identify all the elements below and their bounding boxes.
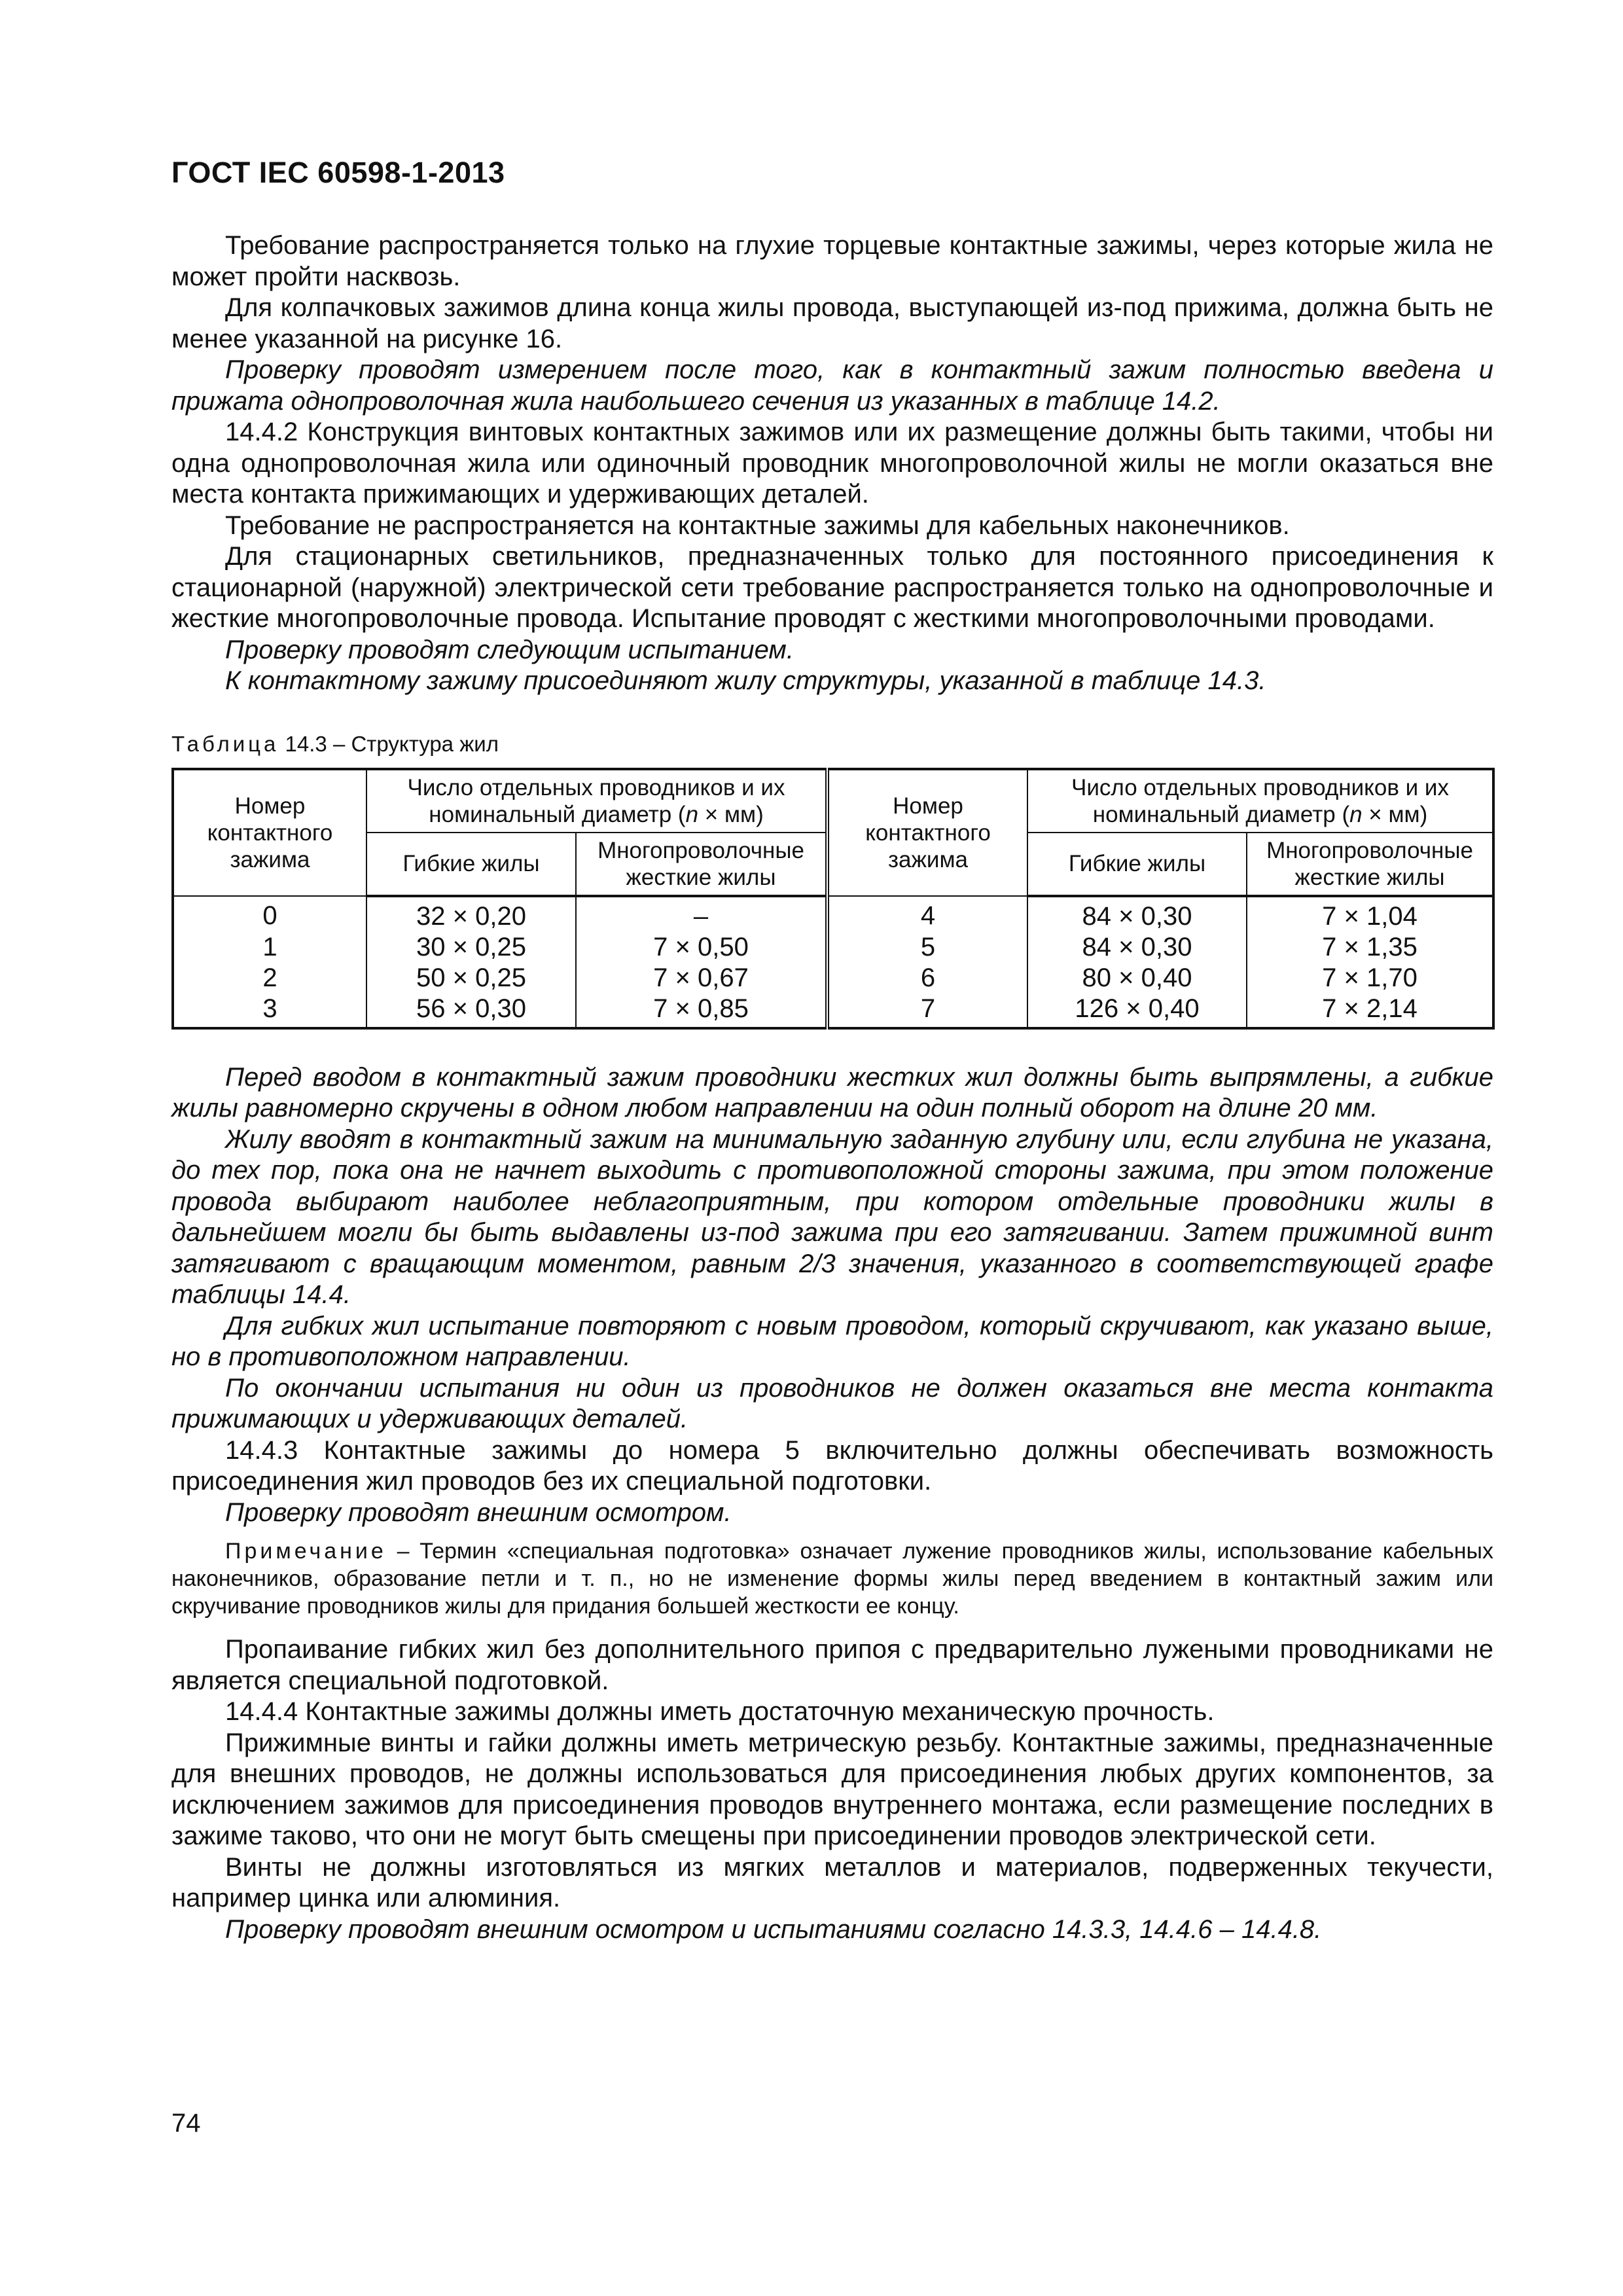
paragraphs-before-table <box>171 230 1493 697</box>
note-label: Примечание <box>225 1539 387 1564</box>
document-header: ГОСТ IEC 60598-1-2013 <box>171 156 505 189</box>
paragraph: Проверку проводят внешним осмотром. <box>225 1498 732 1527</box>
paragraph: Жилу вводят в контактный зажим на минимальную заданную глубину или, если глубина не указана, до тех пор, пока она не начнет выходить с противоположной стороны зажима, при этом положение провода выбирают наиболее неблагоприятным, при котором отдельные проводники жилы в дальнейшем могли бы быть выдавлены из-под зажима при его затягивании. Затем прижимной винт затягивают с вращающим моментом, равным 2/3 значения, указанного в соответствующей графе таблицы 14.4. <box>171 1124 1493 1309</box>
cell-stranded: 7 × 0,50 <box>576 932 827 963</box>
table-body <box>173 896 1493 1028</box>
col-header-group-2 <box>1027 769 1493 833</box>
table-caption-title: 14.3 – Структура жил <box>279 731 499 756</box>
cell-flexible: 56 × 0,30 <box>366 994 576 1028</box>
col-header-group-1-text: Число отдельных проводников и их номинальный диаметр (n × мм) <box>407 774 785 827</box>
paragraph: К контактному зажиму присоединяют жилу структуры, указанной в таблице 14.3. <box>225 666 1266 695</box>
table-row <box>173 932 1493 963</box>
col-header-group-2-text: Число отдельных проводников и их номинальный диаметр (n × мм) <box>1071 774 1449 827</box>
note <box>171 1537 1493 1620</box>
paragraph: 14.4.3 Контактные зажимы до номера 5 включительно должны обеспечивать возможность присоединения жил проводов без их специальной подготовки. <box>171 1435 1493 1496</box>
cell-stranded: 7 × 0,67 <box>576 963 827 994</box>
paragraph: Для гибких жил испытание повторяют с новым проводом, который скручивают, как указано выше, но в противоположном направлении. <box>171 1311 1493 1371</box>
paragraph: Требование распространяется только на глухие торцевые контактные зажимы, через которые жила не может пройти насквозь. <box>171 231 1493 291</box>
document-body <box>171 230 1493 1945</box>
cell-flexible: 50 × 0,25 <box>366 963 576 994</box>
col-header-stranded-2: Многопроволочные жесткие жилы <box>1247 833 1493 896</box>
cell-stranded: 7 × 0,85 <box>576 994 827 1028</box>
col-header-flexible: Гибкие жилы <box>366 833 576 896</box>
cell-stranded-2: 7 × 1,35 <box>1247 932 1493 963</box>
wire-structure-table <box>171 768 1495 1030</box>
cell-terminal-no: 1 <box>173 932 366 963</box>
paragraph: Перед вводом в контактный зажим проводники жестких жил должны быть выпрямлены, а гибкие жилы равномерно скручены в одном любом направлении на один полный оборот на длине 20 мм. <box>171 1062 1493 1122</box>
paragraph: Проверку проводят следующим испытанием. <box>225 635 794 664</box>
paragraph: Для стационарных светильников, предназначенных только для постоянного присоединения к стационарной (наружной) электрической сети требование распространяется только на однопроволочные и жесткие многопроволочные провода. Испытание проводят с жесткими многопроволочными проводами. <box>171 542 1493 633</box>
cell-flexible-2: 126 × 0,40 <box>1027 994 1247 1028</box>
paragraph: Прижимные винты и гайки должны иметь метрическую резьбу. Контактные зажимы, предназначенные для внешних проводов, не должны использоваться для присоединения любых других компонентов, за исключением зажимов для присоединения проводов внутреннего монтажа, если размещение последних в зажиме таково, что они не могут быть смещены при присоединении проводов электрической сети. <box>171 1728 1493 1850</box>
table-row <box>173 896 1493 932</box>
col-header-terminal-no-2: Номер контактного зажима <box>827 769 1027 896</box>
paragraph: 14.4.2 Конструкция винтовых контактных зажимов или их размещение должны быть такими, чтобы ни одна однопроволочная жила или одиночный проводник многопроволочной жилы не могли оказаться вне места контакта прижимающих и удерживающих деталей. <box>171 418 1493 509</box>
table-caption <box>171 731 1493 757</box>
page-number: 74 <box>171 2109 201 2138</box>
paragraph: 14.4.4 Контактные зажимы должны иметь достаточную механическую прочность. <box>225 1697 1215 1726</box>
paragraphs-after-note <box>171 1634 1493 1945</box>
paragraph: Проверку проводят измерением после того, как в контактный зажим полностью введена и прижата однопроволочная жила наибольшего сечения из указанных в таблице 14.2. <box>171 355 1493 416</box>
paragraph: По окончании испытания ни один из проводников не должен оказаться вне места контакта прижимающих и удерживающих деталей. <box>171 1373 1493 1433</box>
col-header-stranded: Многопроволочные жесткие жилы <box>576 833 827 896</box>
note-text: – Термин «специальная подготовка» означает лужение проводников жилы, использование кабельных наконечников, образование петли и т. п., но не изменение формы жилы перед введением в контактный зажим или скручивание проводников жилы для придания большей жесткости ее концу. <box>171 1539 1493 1619</box>
cell-terminal-no-2: 6 <box>827 963 1027 994</box>
cell-terminal-no: 3 <box>173 994 366 1028</box>
table-row <box>173 994 1493 1028</box>
table-caption-label: Таблица <box>171 731 279 756</box>
table-row <box>173 963 1493 994</box>
cell-stranded: – <box>576 896 827 932</box>
col-header-group-1 <box>366 769 827 833</box>
cell-terminal-no: 0 <box>173 896 366 932</box>
paragraphs-after-table <box>171 1062 1493 1529</box>
paragraph: Требование не распространяется на контактные зажимы для кабельных наконечников. <box>225 511 1290 540</box>
col-header-flexible-2: Гибкие жилы <box>1027 833 1247 896</box>
cell-flexible-2: 80 × 0,40 <box>1027 963 1247 994</box>
cell-flexible-2: 84 × 0,30 <box>1027 896 1247 932</box>
paragraph: Проверку проводят внешним осмотром и испытаниями согласно 14.3.3, 14.4.6 – 14.4.8. <box>225 1914 1322 1944</box>
cell-terminal-no-2: 7 <box>827 994 1027 1028</box>
cell-stranded-2: 7 × 1,70 <box>1247 963 1493 994</box>
cell-stranded-2: 7 × 2,14 <box>1247 994 1493 1028</box>
col-header-terminal-no: Номер контактного зажима <box>173 769 366 896</box>
cell-terminal-no-2: 4 <box>827 896 1027 932</box>
cell-terminal-no: 2 <box>173 963 366 994</box>
paragraph: Винты не должны изготовляться из мягких металлов и материалов, подверженных текучести, например цинка или алюминия. <box>171 1852 1493 1912</box>
cell-stranded-2: 7 × 1,04 <box>1247 896 1493 932</box>
cell-flexible: 32 × 0,20 <box>366 896 576 932</box>
cell-flexible-2: 84 × 0,30 <box>1027 932 1247 963</box>
paragraph: Пропаивание гибких жил без дополнительного припоя с предварительно лужеными проводниками не является специальной подготовкой. <box>171 1635 1493 1695</box>
paragraph: Для колпачковых зажимов длина конца жилы провода, выступающей из-под прижима, должна быть не менее указанной на рисунке 16. <box>171 293 1493 353</box>
cell-flexible: 30 × 0,25 <box>366 932 576 963</box>
cell-terminal-no-2: 5 <box>827 932 1027 963</box>
